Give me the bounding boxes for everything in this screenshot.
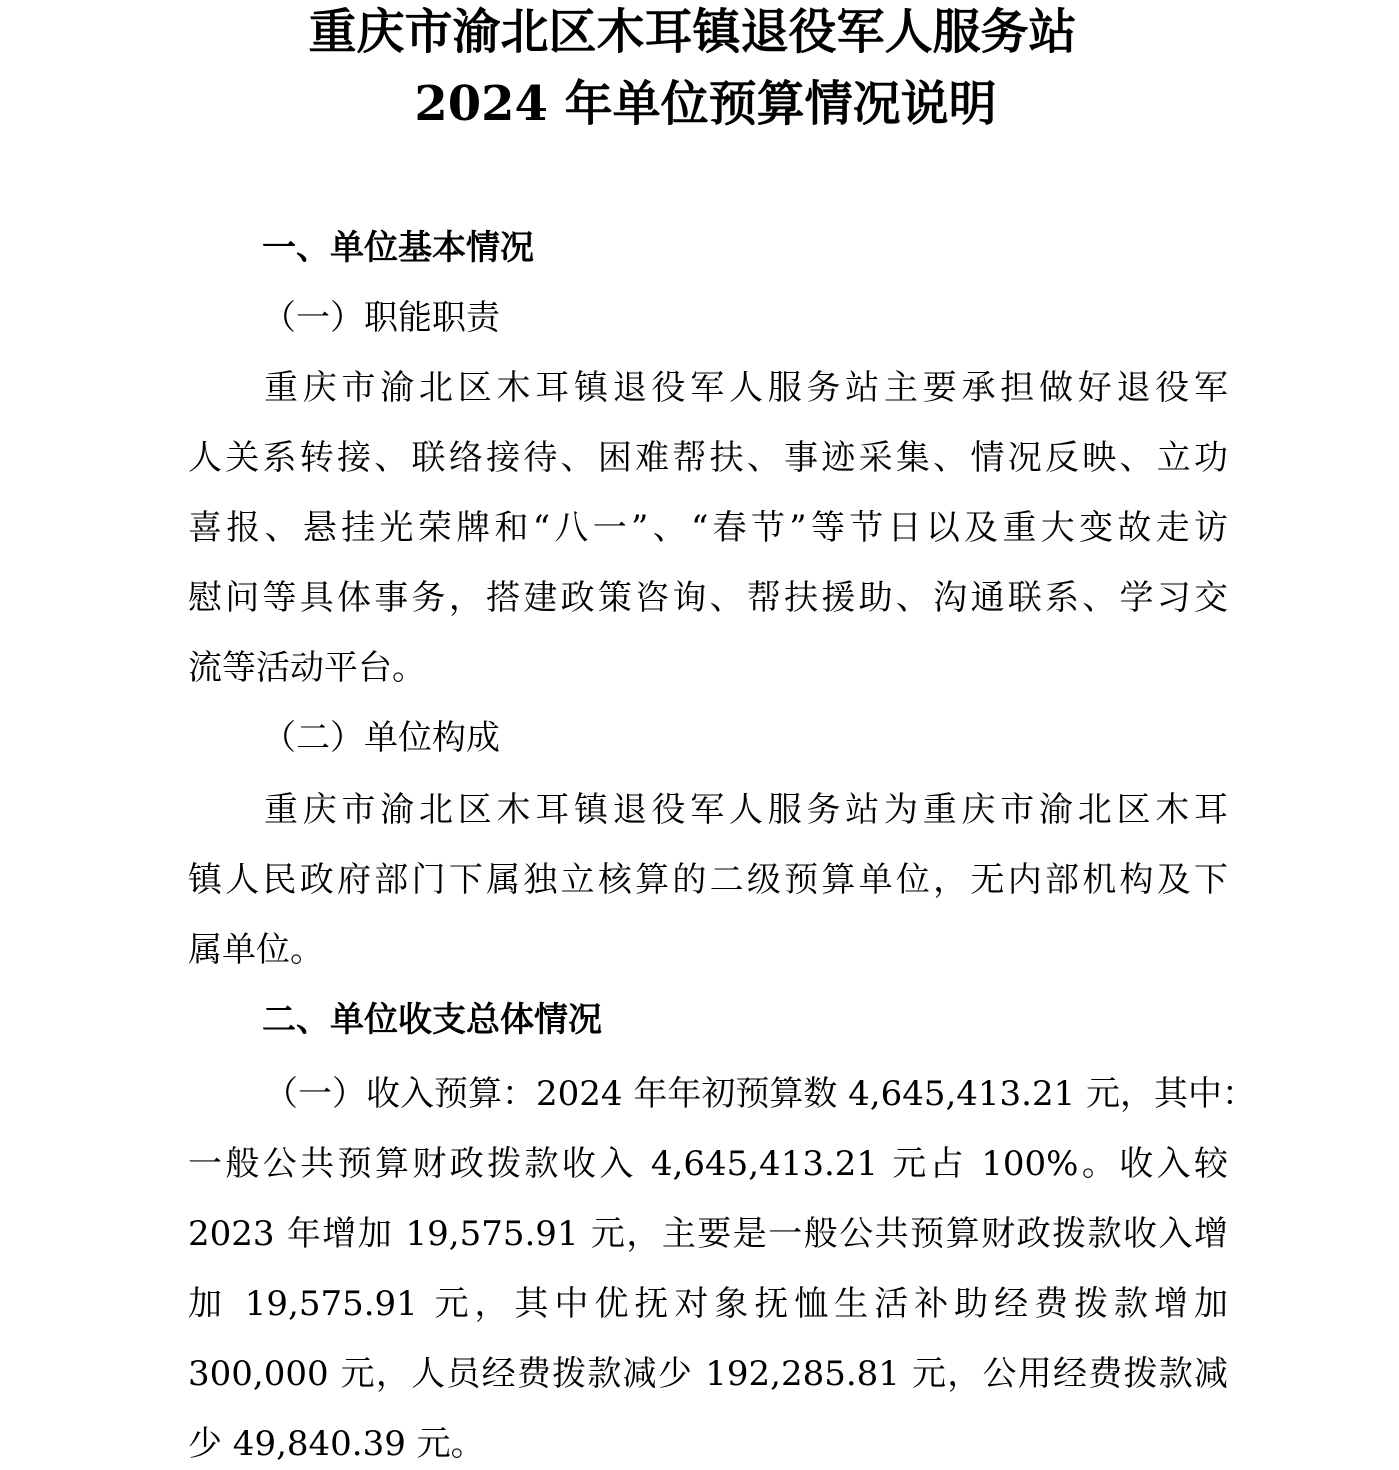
paragraph-line: 一般公共预算财政拨款收入 4,645,413.21 元占 100%。收入较	[188, 1144, 1228, 1184]
paragraph-line: 2023 年增加 19,575.91 元，主要是一般公共预算财政拨款收入增	[188, 1214, 1228, 1254]
paragraph-line: 属单位。	[188, 930, 324, 970]
paragraph-line: 人关系转接、联络接待、困难帮扶、事迹采集、情况反映、立功	[188, 438, 1228, 478]
paragraph-line: 慰问等具体事务，搭建政策咨询、帮扶援助、沟通联系、学习交	[188, 578, 1228, 618]
subsection-1-heading: （一）职能职责	[262, 298, 500, 338]
paragraph-line: 300,000 元，人员经费拨款减少 192,285.81 元，公用经费拨款减	[188, 1354, 1228, 1394]
section-2-heading: 二、单位收支总体情况	[262, 1000, 602, 1040]
paragraph-line: （一）收入预算：2024 年年初预算数 4,645,413.21 元，其中：	[264, 1074, 1257, 1114]
paragraph-line: 流等活动平台。	[188, 648, 426, 688]
paragraph-line: 喜报、悬挂光荣牌和“八一”、“春节”等节日以及重大变故走访	[188, 508, 1228, 548]
paragraph-line: 重庆市渝北区木耳镇退役军人服务站主要承担做好退役军	[264, 368, 1228, 408]
paragraph-line: 镇人民政府部门下属独立核算的二级预算单位，无内部机构及下	[188, 860, 1228, 900]
document-title-line-2: 2024 年单位预算情况说明	[414, 76, 997, 132]
paragraph-line: 重庆市渝北区木耳镇退役军人服务站为重庆市渝北区木耳	[264, 790, 1228, 830]
document-title-line-1: 重庆市渝北区木耳镇退役军人服务站	[308, 4, 1077, 60]
paragraph-line: 加 19,575.91 元，其中优抚对象抚恤生活补助经费拨款增加	[188, 1284, 1228, 1324]
section-1-heading: 一、单位基本情况	[262, 228, 534, 268]
paragraph-line: 少 49,840.39 元。	[188, 1424, 485, 1464]
subsection-2-heading: （二）单位构成	[262, 718, 500, 758]
